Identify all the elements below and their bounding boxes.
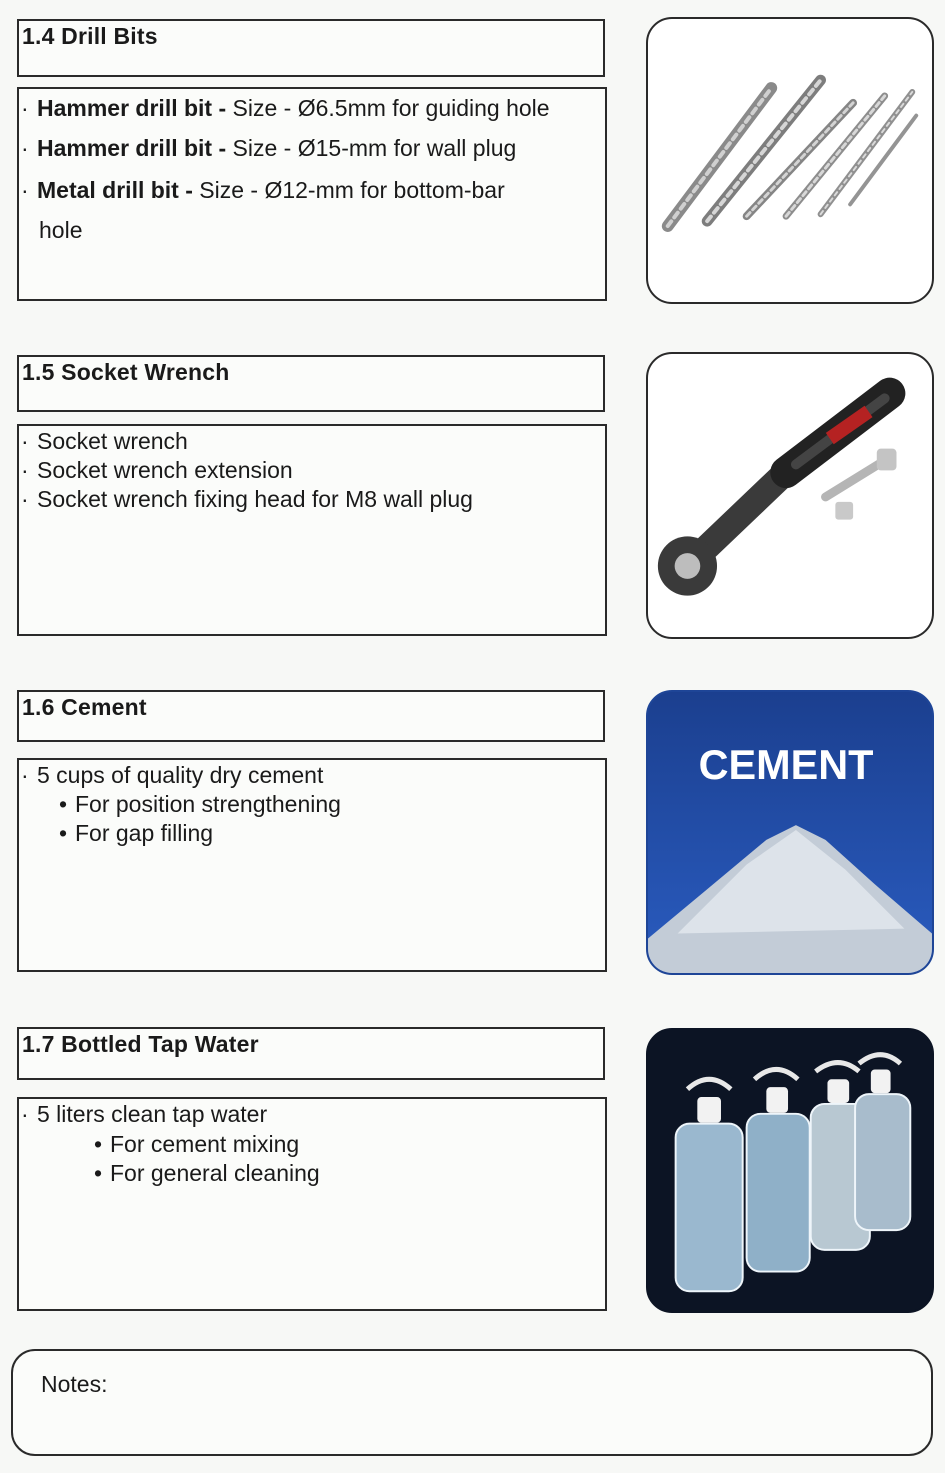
section-title-cement [17,690,605,742]
list-sub-item: • For general cleaning [94,1160,320,1186]
water-list [17,1097,607,1311]
water-bottles-photo [646,1028,934,1313]
cement-list [17,758,607,972]
list-item: · Socket wrench fixing head for M8 wall plug [21,486,473,512]
drill-bits-list [17,87,607,301]
drill-bits-photo [646,17,934,304]
list-item: · 5 liters clean tap water [21,1101,268,1127]
drill-bits-illustration [648,19,932,302]
list-item: · Hammer drill bit - Size - Ø15-mm for wall plug [21,135,517,161]
section-title-text: 1.7 Bottled Tap Water [22,1031,259,1057]
section-title-text: 1.6 Cement [22,694,147,720]
list-item: · Metal drill bit - Size - Ø12-mm for bottom-bar [21,177,505,203]
list-sub-item: • For cement mixing [94,1131,300,1157]
socket-wrench-photo [646,352,934,639]
section-title-drill-bits [17,19,605,77]
section-title-text: 1.4 Drill Bits [22,23,158,49]
list-item: · 5 cups of quality dry cement [21,762,324,788]
list-item-continuation: hole [39,217,83,243]
list-item: · Socket wrench extension [21,457,293,483]
list-item: · Socket wrench [21,428,188,454]
socket-wrench-illustration [648,354,932,637]
list-sub-item: • For position strengthening [59,791,341,817]
list-item: · Hammer drill bit - Size - Ø6.5mm for guiding hole [21,95,550,121]
section-title-socket-wrench [17,355,605,412]
cement-photo [646,690,934,975]
cement-label: CEMENT [698,741,874,788]
section-title-text: 1.5 Socket Wrench [22,359,230,385]
notes-box[interactable] [11,1349,933,1456]
list-sub-item: • For gap filling [59,820,214,846]
section-title-water [17,1027,605,1080]
cement-illustration [648,692,932,973]
socket-wrench-list [17,424,607,636]
water-bottles-illustration [648,1030,932,1311]
notes-label: Notes: [41,1371,108,1397]
